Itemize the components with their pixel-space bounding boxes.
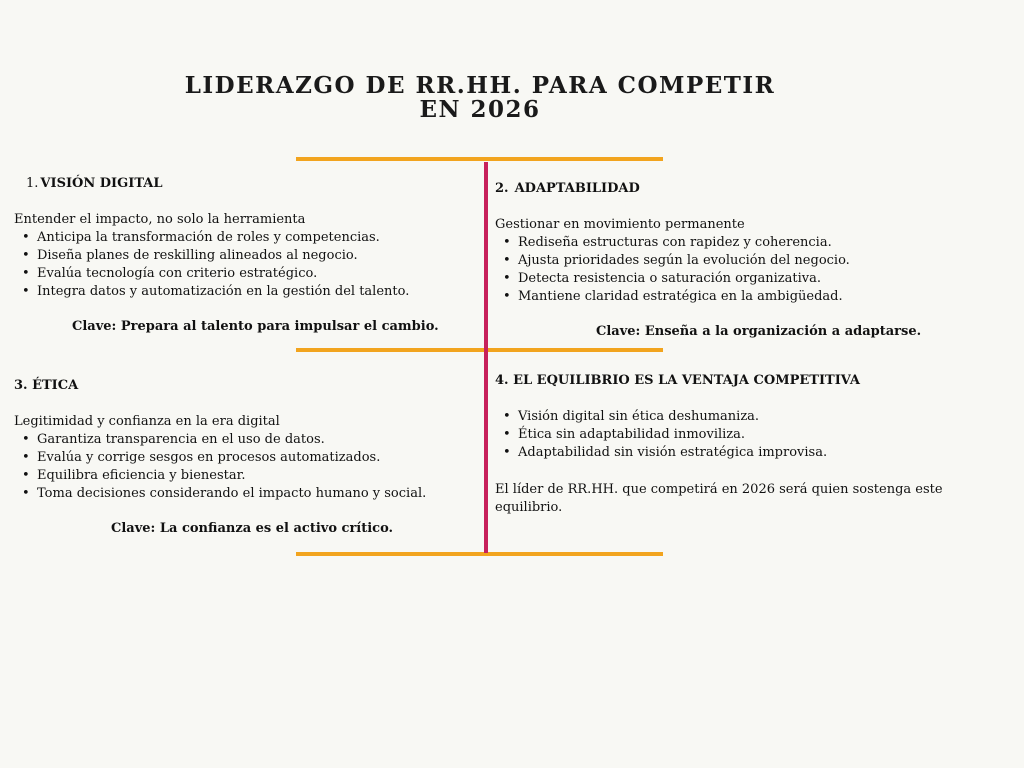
- bullet-list: [495, 408, 995, 462]
- page-title: [160, 74, 800, 122]
- divider-middle: [296, 348, 663, 352]
- list-item: • Detecta resistencia o saturación organizativa.: [495, 270, 995, 288]
- section-heading: [495, 180, 995, 198]
- list-item: • Equilibra eficiencia y bienestar.: [14, 467, 474, 485]
- section-adaptabilidad: [495, 180, 995, 341]
- section-number: 1.: [26, 176, 39, 191]
- list-item: • Garantiza transparencia en el uso de datos.: [14, 431, 474, 449]
- section-title: ADAPTABILIDAD: [514, 181, 640, 196]
- section-etica: [14, 377, 474, 538]
- list-item: • Anticipa la transformación de roles y competencias.: [14, 229, 464, 247]
- bullet-list: [14, 431, 474, 503]
- divider-vertical: [484, 162, 488, 553]
- divider-bottom: [296, 552, 663, 556]
- list-item: • Ajusta prioridades según la evolución del negocio.: [495, 252, 995, 270]
- section-title: VISIÓN DIGITAL: [40, 176, 163, 191]
- section-heading: [14, 175, 464, 193]
- list-item: • Toma decisiones considerando el impacto humano y social.: [14, 485, 474, 503]
- list-item: • Diseña planes de reskilling alineados al negocio.: [14, 247, 464, 265]
- section-vision-digital: [14, 175, 464, 336]
- section-number: 2.: [495, 181, 509, 196]
- section-equilibrio: [495, 372, 995, 517]
- key-takeaway: Clave: Prepara al talento para impulsar el cambio.: [72, 319, 439, 334]
- list-item: • Ética sin adaptabilidad inmoviliza.: [495, 426, 995, 444]
- section-subtitle: Entender el impacto, no solo la herramienta: [14, 212, 306, 227]
- section-heading: 4. EL EQUILIBRIO ES LA VENTAJA COMPETITIVA: [495, 373, 860, 388]
- bullet-list: [495, 234, 995, 306]
- list-item: • Mantiene claridad estratégica en la ambigüedad.: [495, 288, 995, 306]
- title-line-2: EN 2026: [419, 96, 541, 123]
- key-takeaway: Clave: La confianza es el activo crítico.: [111, 521, 394, 536]
- list-item: • Visión digital sin ética deshumaniza.: [495, 408, 995, 426]
- list-item: • Adaptabilidad sin visión estratégica improvisa.: [495, 444, 995, 462]
- title-line-1: LIDERAZGO DE RR.HH. PARA COMPETIR: [184, 72, 776, 99]
- divider-top: [296, 157, 663, 161]
- list-item: • Rediseña estructuras con rapidez y coherencia.: [495, 234, 995, 252]
- bullet-list: [14, 229, 464, 301]
- section-subtitle: Gestionar en movimiento permanente: [495, 217, 745, 232]
- list-item: • Integra datos y automatización en la gestión del talento.: [14, 283, 464, 301]
- key-takeaway: Clave: Enseña a la organización a adaptarse.: [596, 324, 922, 339]
- section-subtitle: Legitimidad y confianza en la era digital: [14, 414, 280, 429]
- section-heading: 3. ÉTICA: [14, 378, 79, 393]
- list-item: • Evalúa tecnología con criterio estratégico.: [14, 265, 464, 283]
- list-item: • Evalúa y corrige sesgos en procesos automatizados.: [14, 449, 474, 467]
- closing-statement: El líder de RR.HH. que competirá en 2026 será quien sostenga este equilibrio.: [495, 482, 943, 515]
